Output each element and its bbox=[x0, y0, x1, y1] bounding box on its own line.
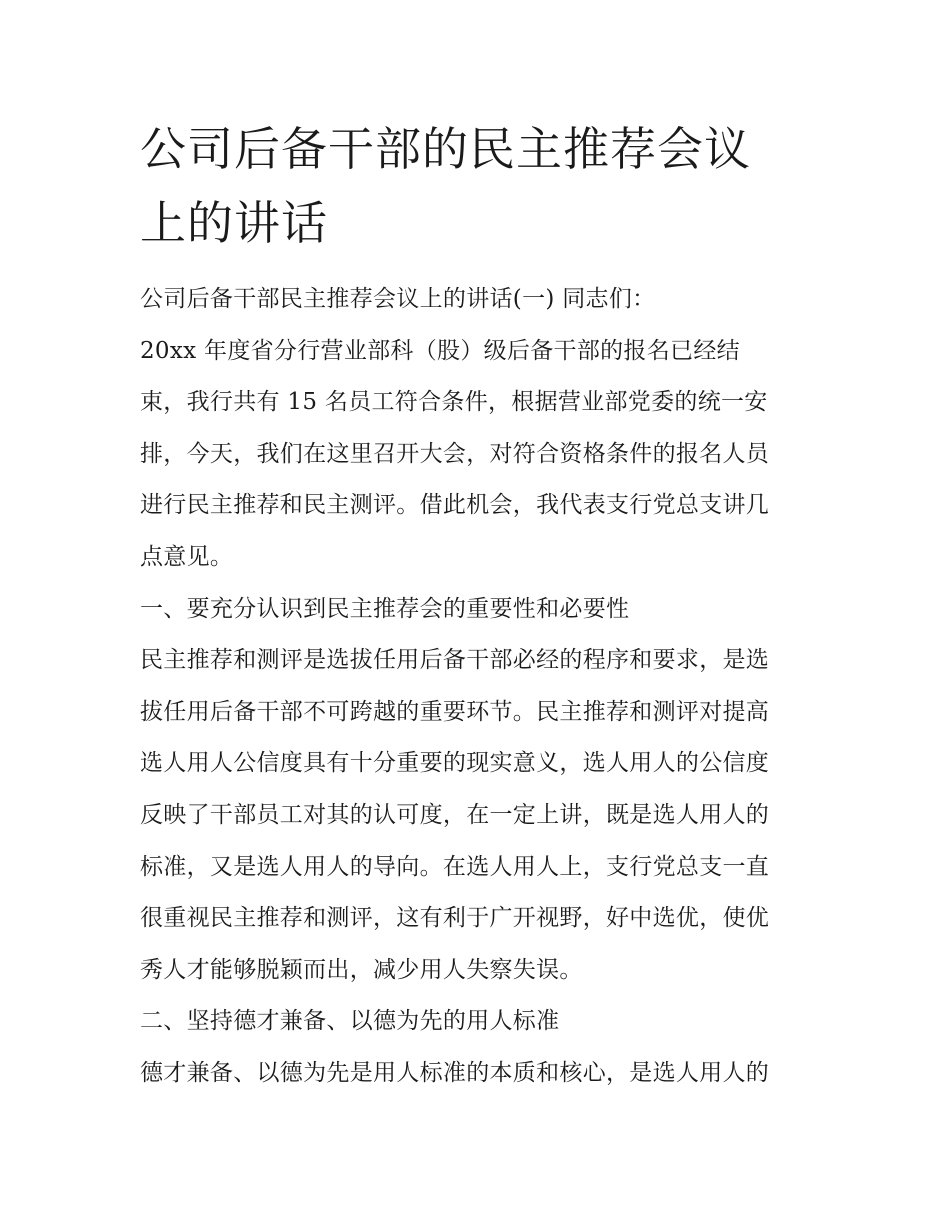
paragraph-line: 很重视民主推荐和测评，这有利于广开视野，好中选优，使优 bbox=[140, 905, 770, 932]
document-title bbox=[140, 112, 820, 260]
paragraph-line: 进行民主推荐和民主测评。借此机会，我代表支行党总支讲几 bbox=[140, 492, 770, 519]
paragraph-line: 束，我行共有 15 名员工符合条件，根据营业部党委的统一安 bbox=[140, 389, 768, 416]
title-line-2: 上的讲话 bbox=[140, 196, 328, 250]
section-heading-1: 一、要充分认识到民主推荐会的重要性和必要性 bbox=[140, 595, 630, 622]
paragraph-line: 标准，又是选人用人的导向。在选人用人上，支行党总支一直 bbox=[140, 853, 770, 880]
title-line-1: 公司后备干部的民主推荐会议 bbox=[140, 122, 751, 176]
paragraph-line: 秀人才能够脱颖而出，减少用人失察失误。 bbox=[140, 956, 583, 983]
paragraph-line: 选人用人公信度具有十分重要的现实意义，选人用人的公信度 bbox=[140, 750, 770, 777]
document-body bbox=[140, 274, 820, 1100]
paragraph-line: 反映了干部员工对其的认可度，在一定上讲，既是选人用人的 bbox=[140, 801, 770, 828]
section-heading-2: 二、坚持德才兼备、以德为先的用人标准 bbox=[140, 1008, 560, 1035]
paragraph-line: 20xx 年度省分行营业部科（股）级后备干部的报名已经结 bbox=[140, 337, 740, 364]
paragraph-line: 排，今天，我们在这里召开大会，对符合资格条件的报名人员 bbox=[140, 440, 770, 467]
paragraph-line: 民主推荐和测评是选拔任用后备干部必经的程序和要求，是选 bbox=[140, 647, 770, 674]
paragraph-line: 拔任用后备干部不可跨越的重要环节。民主推荐和测评对提高 bbox=[140, 698, 770, 725]
subtitle-line: 公司后备干部民主推荐会议上的讲话(一) 同志们： bbox=[140, 286, 656, 312]
paragraph-line: 点意见。 bbox=[140, 543, 234, 570]
paragraph-line: 德才兼备、以德为先是用人标准的本质和核心，是选人用人的 bbox=[140, 1059, 770, 1086]
